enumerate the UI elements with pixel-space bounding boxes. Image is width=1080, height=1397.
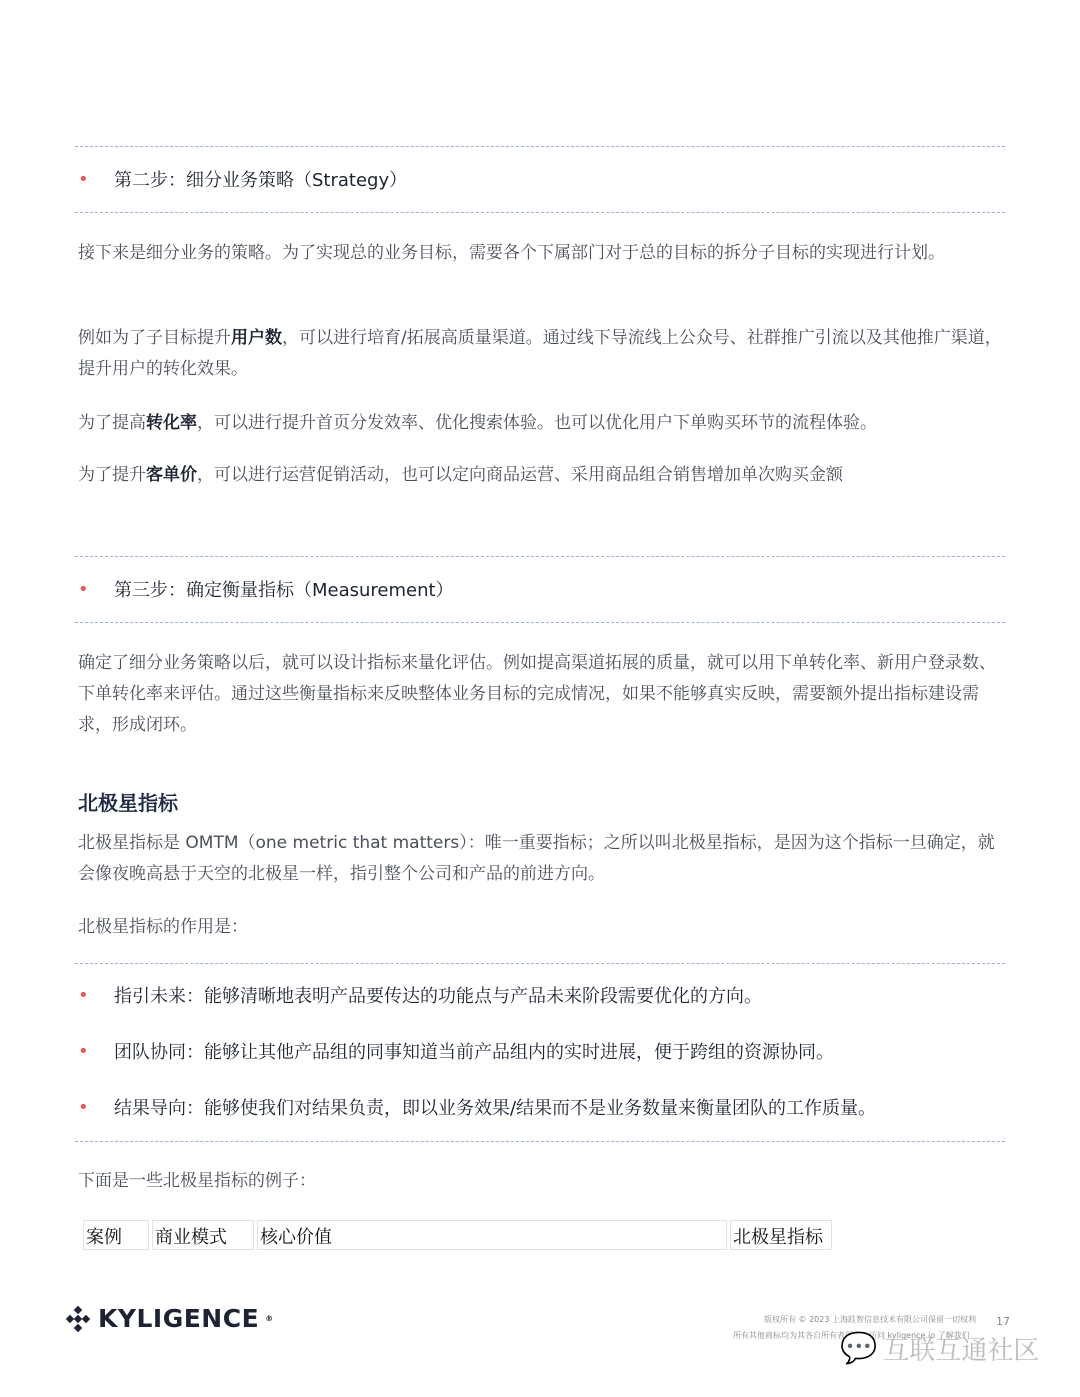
divider xyxy=(75,1141,1005,1142)
kyligence-logo: KYLIGENCE ® xyxy=(64,1304,274,1333)
wechat-icon: 💬 xyxy=(840,1331,878,1366)
table-header: 商业模式 xyxy=(152,1220,254,1250)
bullet-text: 结果导向：能够使我们对结果负责，即以业务效果/结果而不是业务数量来衡量团队的工作质量。 xyxy=(114,1098,877,1119)
divider xyxy=(75,963,1005,964)
section-heading: 北极星指标 xyxy=(78,791,178,815)
paragraph xyxy=(78,460,1008,491)
bullet-item xyxy=(78,1094,876,1120)
bullet-icon: • xyxy=(78,984,89,1006)
paragraph: 北极星指标是 OMTM（one metric that matters）：唯一重要指标；之所以叫北极星指标，是因为这个指标一旦确定，就会像夜晚高悬于天空的北极星一样，指引整个公司和产品的前进方向。 xyxy=(78,833,995,884)
step2-title: 第二步：细分业务策略（Strategy） xyxy=(114,170,408,191)
page-number: 17 xyxy=(996,1315,1010,1328)
paragraph: 北极星指标的作用是： xyxy=(78,917,248,937)
paragraph: 接下来是细分业务的策略。为了实现总的业务目标，需要各个下属部门对于总的目标的拆分子目标的实现进行计划。 xyxy=(78,243,945,263)
bullet-text: 团队协同：能够让其他产品组的同事知道当前产品组内的实时进展，便于跨组的资源协同。 xyxy=(114,1042,834,1063)
examples-table xyxy=(80,1220,835,1250)
bold-text: 客单价 xyxy=(146,465,197,485)
watermark-text: 互联互通社区 xyxy=(883,1336,1040,1366)
table-header: 核心价值 xyxy=(257,1220,727,1250)
bullet-item xyxy=(78,982,762,1008)
table-header: 北极星指标 xyxy=(730,1220,832,1250)
step2-heading xyxy=(78,166,407,192)
text: 例如为了子目标提升 xyxy=(78,328,231,348)
trademark-text: 所有其他商标均为其各自所有者所有。访问 kyligence.io 了解我们 xyxy=(733,1331,970,1340)
bullet-icon: • xyxy=(78,168,89,190)
watermark xyxy=(840,1330,1039,1367)
step3-heading xyxy=(78,576,454,602)
divider xyxy=(75,146,1005,147)
text: 为了提升 xyxy=(78,465,146,485)
bold-text: 转化率 xyxy=(146,413,197,433)
bold-text: 用户数 xyxy=(231,328,282,348)
text: ，可以进行运营促销活动，也可以定向商品运营、采用商品组合销售增加单次购买金额 xyxy=(197,465,843,485)
bullet-icon: • xyxy=(78,1096,89,1118)
divider xyxy=(75,622,1005,623)
bullet-item xyxy=(78,1038,834,1064)
text: ，可以进行提升首页分发效率、优化搜索体验。也可以优化用户下单购买环节的流程体验。 xyxy=(197,413,877,433)
divider xyxy=(75,556,1005,557)
table-header: 案例 xyxy=(83,1220,149,1250)
logo-text: KYLIGENCE xyxy=(98,1304,260,1333)
step3-title: 第三步：确定衡量指标（Measurement） xyxy=(114,580,454,601)
paragraph: 确定了细分业务策略以后，就可以设计指标来量化评估。例如提高渠道拓展的质量，就可以用下单转化率、新用户登录数、下单转化率来评估。通过这些衡量指标来反映整体业务目标的完成情况，如果不能够真实反映，需要额外提出指标建设需求，形成闭环。 xyxy=(78,653,996,735)
divider xyxy=(75,212,1005,213)
bullet-text: 指引未来：能够清晰地表明产品要传达的功能点与产品未来阶段需要优化的方向。 xyxy=(114,986,762,1007)
table-header-row xyxy=(83,1220,832,1250)
paragraph: 下面是一些北极星指标的例子： xyxy=(78,1171,316,1191)
logo-mark-icon xyxy=(64,1305,92,1333)
paragraph xyxy=(78,323,1008,385)
text: 为了提高 xyxy=(78,413,146,433)
text: ，可以进行培育/拓展高质量渠道。通过线下导流线上公众号、社群推广引流以及其他推广渠道，提升用户的转化效果。 xyxy=(78,328,1002,379)
paragraph xyxy=(78,408,1008,439)
bullet-icon: • xyxy=(78,1040,89,1062)
bullet-icon: • xyxy=(78,578,89,600)
copyright-text: 版权所有 © 2023 上海跬智信息技术有限公司保留一切权利 xyxy=(764,1315,976,1324)
